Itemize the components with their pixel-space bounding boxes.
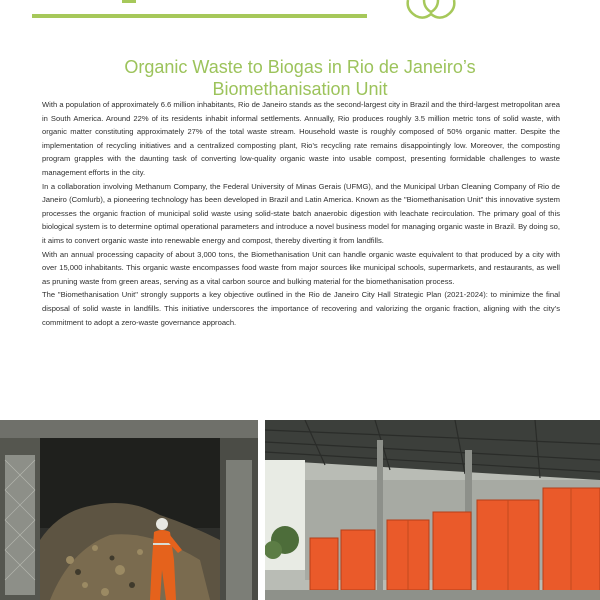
paragraph-collaboration: In a collaboration involving Methanum Company, the Federal University of Minas Gerais (UFMG), and the Municipal Urban Cleaning Company of Rio de Janeiro (Comlurb), a pioneering technology has been developed in Brazil and Latin America. Known as the "Biomethanisation Unit" this innovative system processes the organic fraction of municipal solid waste using solid-state batch anaerobic digestion with leachate recirculation. The primary goal of this biological system is to determine optimal operational parameters and introduce a novel business model for managing organic waste in Brazil. By doing so, it aims to convert organic waste into renewable energy and compost, thereby diverting it from landfills.: [42, 181, 560, 245]
photo-digester-doors: [265, 420, 600, 600]
header-rule: [32, 14, 367, 18]
photo-worker-in-digester: [0, 420, 258, 600]
page-title: [40, 56, 560, 100]
title-line-2: Biomethanisation Unit: [212, 79, 388, 100]
title-line-1: Organic Waste to Biogas in Rio de Janeiro’s: [124, 57, 476, 78]
header-accent-mark: [122, 0, 136, 3]
paragraph-intro: With a population of approximately 6.6 million inhabitants, Rio de Janeiro stands as the second-largest city in Brazil and the third-largest metropolitan area in South America. Around 22% of its residents inhabit informal settlements. Annually, Rio produces roughly 3.5 million metric tons of solid waste, with organic matter constituting approximately 27% of the total waste stream. Household waste is roughly composed of 50% organic matter. Despite the implementation of recycling initiatives and a centralized composting plant, Rio’s recycling rate remains disappointingly low. Moreover, the composting program grapples with the daunting task of converting low-quality organic waste into usable compost, presenting formidable challenges to waste management efforts in the city.: [42, 100, 560, 177]
article-body: [42, 98, 560, 329]
paragraph-strategic-plan: The "Biomethanisation Unit" strongly supports a key objective outlined in the Rio de Janeiro City Hall Strategic Plan (2021-2024): to minimize the final disposal of solid waste in landfills. This initiative underscores the importance of recovering and valorizing the organic fraction, aligning with the city’s commitment to adopt a zero-waste governance approach.: [42, 290, 560, 327]
paragraph-capacity: With an annual processing capacity of about 3,000 tons, the Biomethanisation Unit can handle organic waste equivalent to that produced by a city with over 15,000 inhabitants. This organic waste encompasses food waste from major sources like municipal schools, supermarkets, and restaurants, as well as pruning waste from green areas, serving as a vital carbon source and bulking material for the biomethanisation process.: [42, 249, 560, 286]
recycle-leaf-icon: [402, 0, 460, 20]
